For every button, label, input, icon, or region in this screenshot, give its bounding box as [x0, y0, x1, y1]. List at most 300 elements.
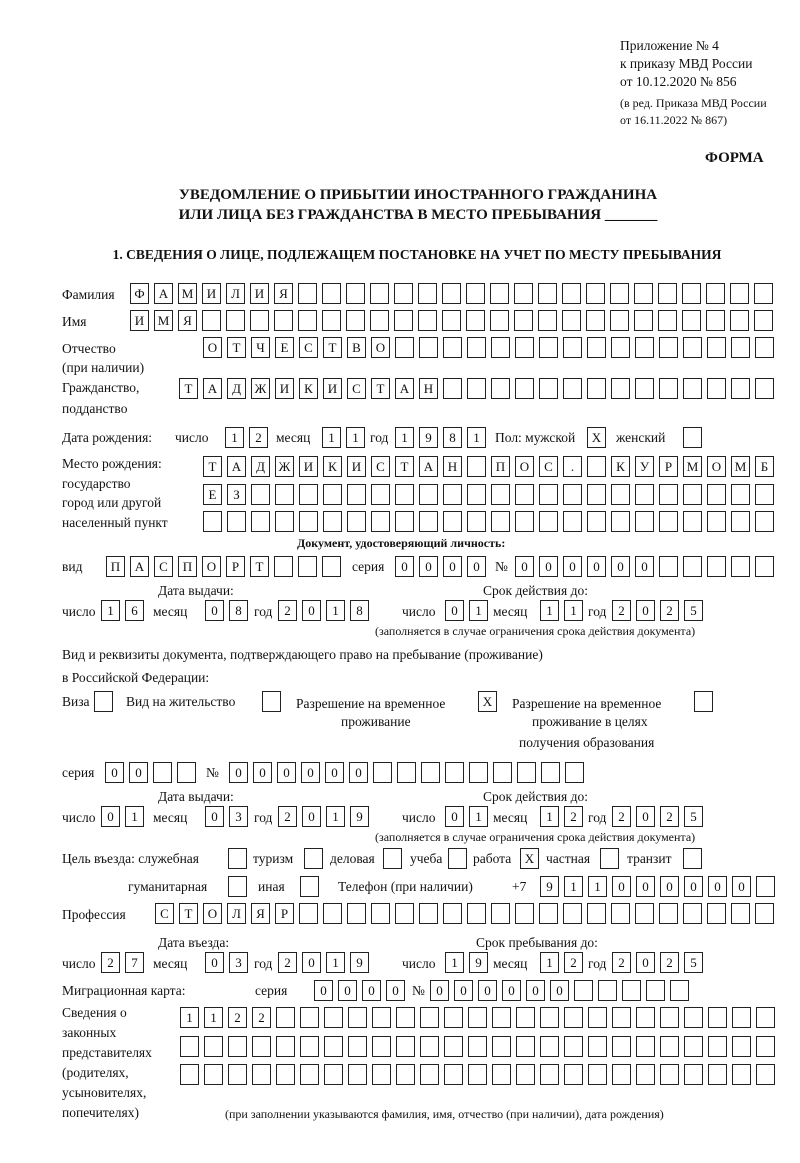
reps3-char-box[interactable] [636, 1064, 655, 1085]
birthplace1-char-box[interactable]: Ж [275, 456, 294, 477]
birthplace2-char-box[interactable] [587, 484, 606, 505]
birthplace3-char-box[interactable] [467, 511, 486, 532]
residence-permit-char-box[interactable] [262, 691, 281, 712]
id-valid-year-char-box[interactable]: 5 [684, 600, 703, 621]
id-valid-year-char-box[interactable]: 0 [636, 600, 655, 621]
reps2-char-box[interactable] [276, 1036, 295, 1057]
reps2-char-box[interactable] [204, 1036, 223, 1057]
patronymic-char-box[interactable] [659, 337, 678, 358]
name-char-box[interactable]: М [154, 310, 173, 331]
patronymic-char-box[interactable] [707, 337, 726, 358]
surname-char-box[interactable]: Я [274, 283, 293, 304]
p-tourism-char-box[interactable] [304, 848, 323, 869]
profession-char-box[interactable] [659, 903, 678, 924]
patronymic-char-box[interactable]: В [347, 337, 366, 358]
id-number-char-box[interactable]: 0 [563, 556, 582, 577]
patronymic-char-box[interactable]: Ч [251, 337, 270, 358]
profession-char-box[interactable] [491, 903, 510, 924]
id-number-char-box[interactable]: 0 [611, 556, 630, 577]
birthplace1-char-box[interactable]: Р [659, 456, 678, 477]
birthplace3-char-box[interactable] [515, 511, 534, 532]
name-char-box[interactable] [202, 310, 221, 331]
p-work-char-box[interactable]: X [520, 848, 539, 869]
name-char-box[interactable] [514, 310, 533, 331]
birthplace3-char-box[interactable] [443, 511, 462, 532]
citizenship-char-box[interactable]: И [275, 378, 294, 399]
surname-char-box[interactable]: И [202, 283, 221, 304]
profession-char-box[interactable]: Л [227, 903, 246, 924]
profession-char-box[interactable] [755, 903, 774, 924]
id-series-char-box[interactable]: 0 [443, 556, 462, 577]
name-char-box[interactable] [442, 310, 461, 331]
reps2-char-box[interactable] [708, 1036, 727, 1057]
name-char-box[interactable] [274, 310, 293, 331]
citizenship-char-box[interactable] [563, 378, 582, 399]
name-char-box[interactable] [634, 310, 653, 331]
birthplace1-char-box[interactable]: Д [251, 456, 270, 477]
reps1-char-box[interactable] [588, 1007, 607, 1028]
birthplace3-char-box[interactable] [371, 511, 390, 532]
id-number-char-box[interactable] [659, 556, 678, 577]
birthplace2-char-box[interactable] [683, 484, 702, 505]
sex-female-char-box[interactable] [683, 427, 702, 448]
birth-day-char-box[interactable]: 2 [249, 427, 268, 448]
birthplace3-char-box[interactable] [563, 511, 582, 532]
citizenship-char-box[interactable]: Т [179, 378, 198, 399]
profession-char-box[interactable] [515, 903, 534, 924]
entry-year-char-box[interactable]: 1 [326, 952, 345, 973]
stay-issue-year-char-box[interactable]: 9 [350, 806, 369, 827]
birthplace3-char-box[interactable] [611, 511, 630, 532]
birthplace2-char-box[interactable] [611, 484, 630, 505]
id-valid-month-char-box[interactable]: 1 [564, 600, 583, 621]
name-char-box[interactable] [418, 310, 437, 331]
profession-char-box[interactable] [443, 903, 462, 924]
id-number-char-box[interactable]: 0 [515, 556, 534, 577]
mig-number-char-box[interactable]: 0 [526, 980, 545, 1001]
stay-valid-year-char-box[interactable]: 5 [684, 806, 703, 827]
name-char-box[interactable] [490, 310, 509, 331]
stay-series-char-box[interactable] [153, 762, 172, 783]
phone-char-box[interactable]: 0 [684, 876, 703, 897]
phone-char-box[interactable]: 0 [732, 876, 751, 897]
phone-char-box[interactable]: 0 [636, 876, 655, 897]
stay-number-char-box[interactable] [373, 762, 392, 783]
birthplace1-char-box[interactable]: С [371, 456, 390, 477]
reps2-char-box[interactable] [516, 1036, 535, 1057]
reps1-char-box[interactable] [420, 1007, 439, 1028]
surname-char-box[interactable] [346, 283, 365, 304]
birthplace2-char-box[interactable] [251, 484, 270, 505]
birthplace2-char-box[interactable] [347, 484, 366, 505]
name-char-box[interactable] [322, 310, 341, 331]
surname-char-box[interactable] [634, 283, 653, 304]
birthplace3-char-box[interactable] [203, 511, 222, 532]
surname-char-box[interactable] [418, 283, 437, 304]
id-issue-year-char-box[interactable]: 2 [278, 600, 297, 621]
profession-char-box[interactable] [467, 903, 486, 924]
until-day-char-box[interactable]: 1 [445, 952, 464, 973]
birthplace3-char-box[interactable] [323, 511, 342, 532]
reps3-char-box[interactable] [324, 1064, 343, 1085]
birthplace3-char-box[interactable] [683, 511, 702, 532]
birthplace3-char-box[interactable] [347, 511, 366, 532]
stay-number-char-box[interactable] [421, 762, 440, 783]
birthplace1-char-box[interactable]: О [707, 456, 726, 477]
patronymic-char-box[interactable] [515, 337, 534, 358]
reps3-char-box[interactable] [468, 1064, 487, 1085]
birthplace2-char-box[interactable] [707, 484, 726, 505]
stay-valid-month-char-box[interactable]: 1 [540, 806, 559, 827]
birthplace2-char-box[interactable] [395, 484, 414, 505]
mig-number-char-box[interactable]: 0 [550, 980, 569, 1001]
reps2-char-box[interactable] [564, 1036, 583, 1057]
birthplace2-char-box[interactable]: Е [203, 484, 222, 505]
reps3-char-box[interactable] [228, 1064, 247, 1085]
birthplace1-char-box[interactable] [587, 456, 606, 477]
id-issue-year-char-box[interactable]: 8 [350, 600, 369, 621]
until-month-char-box[interactable]: 1 [540, 952, 559, 973]
reps2-char-box[interactable] [420, 1036, 439, 1057]
stay-number-char-box[interactable]: 0 [349, 762, 368, 783]
stay-issue-day-char-box[interactable]: 1 [125, 806, 144, 827]
patronymic-char-box[interactable]: Т [227, 337, 246, 358]
p-official-char-box[interactable] [228, 848, 247, 869]
patronymic-char-box[interactable]: Е [275, 337, 294, 358]
surname-char-box[interactable] [706, 283, 725, 304]
reps1-char-box[interactable] [444, 1007, 463, 1028]
birth-year-char-box[interactable]: 9 [419, 427, 438, 448]
birthplace1-char-box[interactable]: М [683, 456, 702, 477]
stay-valid-month-char-box[interactable]: 2 [564, 806, 583, 827]
birthplace2-char-box[interactable] [299, 484, 318, 505]
citizenship-char-box[interactable] [659, 378, 678, 399]
reps3-char-box[interactable] [276, 1064, 295, 1085]
birthplace2-char-box[interactable] [323, 484, 342, 505]
citizenship-char-box[interactable]: Т [371, 378, 390, 399]
profession-char-box[interactable]: Р [275, 903, 294, 924]
citizenship-char-box[interactable] [635, 378, 654, 399]
reps3-char-box[interactable] [540, 1064, 559, 1085]
stay-number-char-box[interactable]: 0 [253, 762, 272, 783]
birthplace3-char-box[interactable] [539, 511, 558, 532]
citizenship-char-box[interactable]: Д [227, 378, 246, 399]
sex-male-char-box[interactable]: X [587, 427, 606, 448]
patronymic-char-box[interactable] [395, 337, 414, 358]
birthplace2-char-box[interactable] [419, 484, 438, 505]
stay-issue-year-char-box[interactable]: 0 [302, 806, 321, 827]
id-valid-year-char-box[interactable]: 2 [612, 600, 631, 621]
profession-char-box[interactable]: Я [251, 903, 270, 924]
patronymic-char-box[interactable] [635, 337, 654, 358]
reps3-char-box[interactable] [180, 1064, 199, 1085]
mig-number-char-box[interactable]: 0 [478, 980, 497, 1001]
reps1-char-box[interactable]: 1 [204, 1007, 223, 1028]
patronymic-char-box[interactable] [563, 337, 582, 358]
id-issue-year-char-box[interactable]: 0 [302, 600, 321, 621]
reps3-char-box[interactable] [300, 1064, 319, 1085]
id-issue-month-char-box[interactable]: 0 [205, 600, 224, 621]
patronymic-char-box[interactable]: С [299, 337, 318, 358]
reps1-char-box[interactable] [732, 1007, 751, 1028]
reps1-char-box[interactable] [396, 1007, 415, 1028]
patronymic-char-box[interactable] [683, 337, 702, 358]
surname-char-box[interactable] [754, 283, 773, 304]
reps1-char-box[interactable] [636, 1007, 655, 1028]
p-humanitarian-char-box[interactable] [228, 876, 247, 897]
citizenship-char-box[interactable] [491, 378, 510, 399]
name-char-box[interactable] [226, 310, 245, 331]
citizenship-char-box[interactable] [515, 378, 534, 399]
citizenship-char-box[interactable] [707, 378, 726, 399]
birthplace1-char-box[interactable]: Б [755, 456, 774, 477]
birthplace3-char-box[interactable] [419, 511, 438, 532]
reps3-char-box[interactable] [444, 1064, 463, 1085]
citizenship-char-box[interactable]: С [347, 378, 366, 399]
reps3-char-box[interactable] [564, 1064, 583, 1085]
reps3-char-box[interactable] [708, 1064, 727, 1085]
id-series-char-box[interactable]: 0 [419, 556, 438, 577]
id-number-char-box[interactable] [683, 556, 702, 577]
phone-char-box[interactable]: 0 [708, 876, 727, 897]
name-char-box[interactable] [250, 310, 269, 331]
birthplace2-char-box[interactable] [515, 484, 534, 505]
reps2-char-box[interactable] [300, 1036, 319, 1057]
id-number-char-box[interactable]: 0 [539, 556, 558, 577]
phone-char-box[interactable]: 0 [660, 876, 679, 897]
citizenship-char-box[interactable]: А [395, 378, 414, 399]
reps3-char-box[interactable] [372, 1064, 391, 1085]
reps2-char-box[interactable] [660, 1036, 679, 1057]
birthplace2-char-box[interactable] [539, 484, 558, 505]
reps1-char-box[interactable] [756, 1007, 775, 1028]
reps3-char-box[interactable] [396, 1064, 415, 1085]
reps2-char-box[interactable] [324, 1036, 343, 1057]
reps3-char-box[interactable] [660, 1064, 679, 1085]
reps1-char-box[interactable] [684, 1007, 703, 1028]
p-private-char-box[interactable] [600, 848, 619, 869]
stay-issue-year-char-box[interactable]: 1 [326, 806, 345, 827]
stay-number-char-box[interactable] [493, 762, 512, 783]
patronymic-char-box[interactable] [491, 337, 510, 358]
id-issue-month-char-box[interactable]: 8 [229, 600, 248, 621]
until-month-char-box[interactable]: 2 [564, 952, 583, 973]
reps2-char-box[interactable] [588, 1036, 607, 1057]
birthplace1-char-box[interactable]: К [323, 456, 342, 477]
reps1-char-box[interactable] [468, 1007, 487, 1028]
birth-year-char-box[interactable]: 8 [443, 427, 462, 448]
birthplace3-char-box[interactable] [395, 511, 414, 532]
until-day-char-box[interactable]: 9 [469, 952, 488, 973]
phone-char-box[interactable]: 1 [588, 876, 607, 897]
reps2-char-box[interactable] [396, 1036, 415, 1057]
reps2-char-box[interactable] [732, 1036, 751, 1057]
stay-number-char-box[interactable]: 0 [301, 762, 320, 783]
reps1-char-box[interactable] [492, 1007, 511, 1028]
id-issue-day-char-box[interactable]: 6 [125, 600, 144, 621]
until-year-char-box[interactable]: 2 [660, 952, 679, 973]
id-number-char-box[interactable]: 0 [635, 556, 654, 577]
p-study-char-box[interactable] [448, 848, 467, 869]
id-type-char-box[interactable]: О [202, 556, 221, 577]
surname-char-box[interactable]: М [178, 283, 197, 304]
profession-char-box[interactable] [539, 903, 558, 924]
surname-char-box[interactable] [610, 283, 629, 304]
id-type-char-box[interactable]: П [106, 556, 125, 577]
stay-number-char-box[interactable] [445, 762, 464, 783]
birthplace1-char-box[interactable]: У [635, 456, 654, 477]
birthplace1-char-box[interactable]: А [227, 456, 246, 477]
reps2-char-box[interactable] [684, 1036, 703, 1057]
reps2-char-box[interactable] [756, 1036, 775, 1057]
name-char-box[interactable]: И [130, 310, 149, 331]
phone-char-box[interactable] [756, 876, 775, 897]
phone-char-box[interactable]: 1 [564, 876, 583, 897]
name-char-box[interactable] [346, 310, 365, 331]
phone-char-box[interactable]: 9 [540, 876, 559, 897]
patronymic-char-box[interactable] [587, 337, 606, 358]
reps2-char-box[interactable] [228, 1036, 247, 1057]
patronymic-char-box[interactable] [731, 337, 750, 358]
mig-number-char-box[interactable] [598, 980, 617, 1001]
birthplace1-char-box[interactable]: С [539, 456, 558, 477]
id-type-char-box[interactable] [274, 556, 293, 577]
birth-month-char-box[interactable]: 1 [322, 427, 341, 448]
surname-char-box[interactable]: Ф [130, 283, 149, 304]
name-char-box[interactable] [682, 310, 701, 331]
id-number-char-box[interactable]: 0 [587, 556, 606, 577]
profession-char-box[interactable] [635, 903, 654, 924]
reps2-char-box[interactable] [348, 1036, 367, 1057]
citizenship-char-box[interactable] [539, 378, 558, 399]
entry-month-char-box[interactable]: 0 [205, 952, 224, 973]
profession-char-box[interactable]: С [155, 903, 174, 924]
entry-month-char-box[interactable]: 3 [229, 952, 248, 973]
patronymic-char-box[interactable]: Т [323, 337, 342, 358]
citizenship-char-box[interactable]: Н [419, 378, 438, 399]
stay-valid-day-char-box[interactable]: 1 [469, 806, 488, 827]
stay-issue-day-char-box[interactable]: 0 [101, 806, 120, 827]
surname-char-box[interactable] [322, 283, 341, 304]
citizenship-char-box[interactable]: Ж [251, 378, 270, 399]
reps1-char-box[interactable] [276, 1007, 295, 1028]
reps3-char-box[interactable] [756, 1064, 775, 1085]
birthplace2-char-box[interactable] [635, 484, 654, 505]
birthplace1-char-box[interactable]: О [515, 456, 534, 477]
id-valid-year-char-box[interactable]: 2 [660, 600, 679, 621]
profession-char-box[interactable]: О [203, 903, 222, 924]
id-type-char-box[interactable]: А [130, 556, 149, 577]
mig-number-char-box[interactable]: 0 [502, 980, 521, 1001]
until-year-char-box[interactable]: 5 [684, 952, 703, 973]
birthplace2-char-box[interactable] [371, 484, 390, 505]
birthplace1-char-box[interactable] [467, 456, 486, 477]
patronymic-char-box[interactable] [443, 337, 462, 358]
citizenship-char-box[interactable]: А [203, 378, 222, 399]
name-char-box[interactable] [610, 310, 629, 331]
name-char-box[interactable]: Я [178, 310, 197, 331]
patronymic-char-box[interactable] [419, 337, 438, 358]
profession-char-box[interactable] [323, 903, 342, 924]
reps2-char-box[interactable] [612, 1036, 631, 1057]
surname-char-box[interactable]: Л [226, 283, 245, 304]
stay-valid-day-char-box[interactable]: 0 [445, 806, 464, 827]
name-char-box[interactable] [394, 310, 413, 331]
birthplace3-char-box[interactable] [299, 511, 318, 532]
id-number-char-box[interactable] [755, 556, 774, 577]
patronymic-char-box[interactable]: О [371, 337, 390, 358]
name-char-box[interactable] [754, 310, 773, 331]
reps1-char-box[interactable] [324, 1007, 343, 1028]
patronymic-char-box[interactable] [611, 337, 630, 358]
reps1-char-box[interactable] [372, 1007, 391, 1028]
stay-number-char-box[interactable] [517, 762, 536, 783]
until-year-char-box[interactable]: 0 [636, 952, 655, 973]
name-char-box[interactable] [562, 310, 581, 331]
surname-char-box[interactable] [514, 283, 533, 304]
name-char-box[interactable] [466, 310, 485, 331]
id-type-char-box[interactable] [322, 556, 341, 577]
patronymic-char-box[interactable] [755, 337, 774, 358]
reps1-char-box[interactable] [348, 1007, 367, 1028]
stay-issue-month-char-box[interactable]: 0 [205, 806, 224, 827]
name-char-box[interactable] [370, 310, 389, 331]
reps2-char-box[interactable] [636, 1036, 655, 1057]
birth-year-char-box[interactable]: 1 [395, 427, 414, 448]
p-transit-char-box[interactable] [683, 848, 702, 869]
mig-number-char-box[interactable]: 0 [454, 980, 473, 1001]
name-char-box[interactable] [730, 310, 749, 331]
birthplace2-char-box[interactable] [563, 484, 582, 505]
birthplace3-char-box[interactable] [587, 511, 606, 532]
stay-number-char-box[interactable]: 0 [277, 762, 296, 783]
id-series-char-box[interactable]: 0 [395, 556, 414, 577]
birthplace1-char-box[interactable]: А [419, 456, 438, 477]
stay-issue-year-char-box[interactable]: 2 [278, 806, 297, 827]
stay-number-char-box[interactable]: 0 [325, 762, 344, 783]
id-type-char-box[interactable]: С [154, 556, 173, 577]
birthplace2-char-box[interactable]: З [227, 484, 246, 505]
citizenship-char-box[interactable] [443, 378, 462, 399]
id-valid-month-char-box[interactable]: 1 [540, 600, 559, 621]
id-number-char-box[interactable] [707, 556, 726, 577]
reps2-char-box[interactable] [372, 1036, 391, 1057]
profession-char-box[interactable] [731, 903, 750, 924]
mig-series-char-box[interactable]: 0 [338, 980, 357, 1001]
birthplace2-char-box[interactable] [443, 484, 462, 505]
id-type-char-box[interactable]: П [178, 556, 197, 577]
stay-series-char-box[interactable]: 0 [129, 762, 148, 783]
name-char-box[interactable] [298, 310, 317, 331]
id-number-char-box[interactable] [731, 556, 750, 577]
birthplace3-char-box[interactable] [707, 511, 726, 532]
birthplace1-char-box[interactable]: И [347, 456, 366, 477]
reps3-char-box[interactable] [612, 1064, 631, 1085]
surname-char-box[interactable] [730, 283, 749, 304]
id-type-char-box[interactable]: Т [250, 556, 269, 577]
surname-char-box[interactable] [658, 283, 677, 304]
id-valid-day-char-box[interactable]: 0 [445, 600, 464, 621]
reps1-char-box[interactable] [540, 1007, 559, 1028]
reps3-char-box[interactable] [588, 1064, 607, 1085]
name-char-box[interactable] [706, 310, 725, 331]
reps3-char-box[interactable] [684, 1064, 703, 1085]
surname-char-box[interactable] [586, 283, 605, 304]
birthplace3-char-box[interactable] [731, 511, 750, 532]
entry-year-char-box[interactable]: 2 [278, 952, 297, 973]
stay-valid-year-char-box[interactable]: 0 [636, 806, 655, 827]
id-series-char-box[interactable]: 0 [467, 556, 486, 577]
